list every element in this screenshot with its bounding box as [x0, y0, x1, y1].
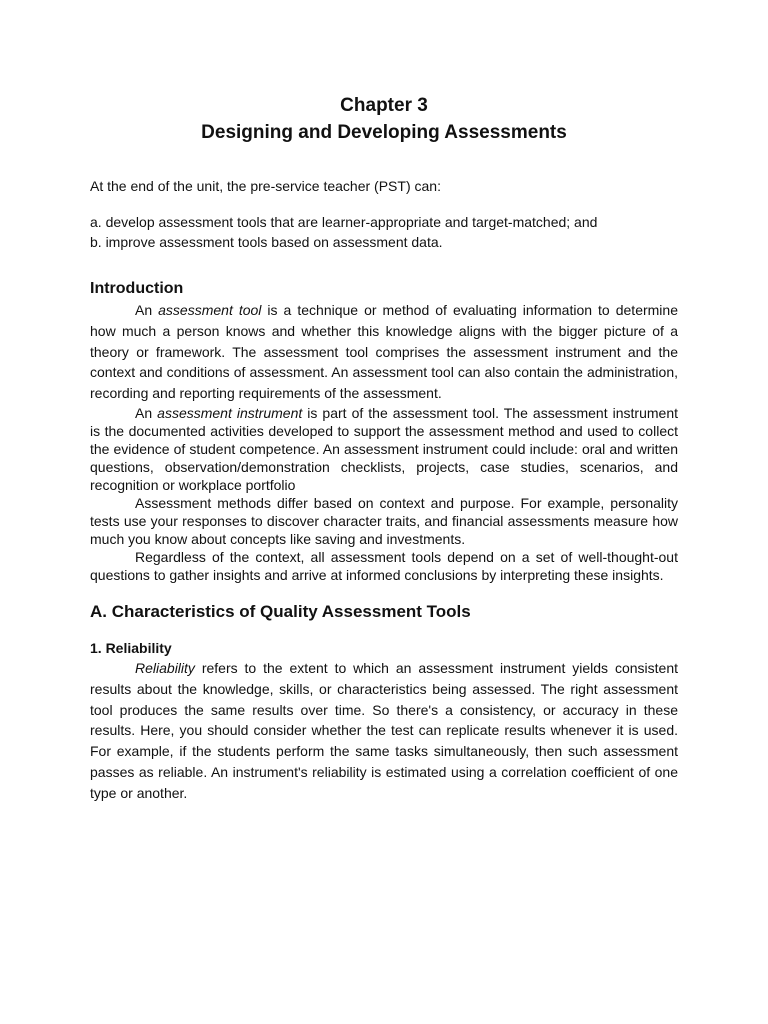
term-reliability: Reliability — [135, 659, 195, 676]
reliability-heading: 1. Reliability — [90, 639, 172, 656]
intro-paragraph-3: Assessment methods differ based on context and purpose. For example, personality tests use your responses to discover character traits, and financial assessments measure how much you know about concepts like saving and investments. — [90, 494, 678, 547]
reliability-rest: refers to the extent to which an assessment instrument yields consistent results about the knowledge, skills, or characteristics being assessed. The right assessment tool produces the same results over time. So there's a consistency, or accuracy in these results. Here, you should consider whether the test can replicate results whenever it is used. For example, if the students perform the same tasks simultaneously, then such assessment passes as reliable. An instrument's reliability is estimated using a correlation coefficient of one type or another. — [90, 659, 678, 801]
intro-p2-lead: An — [135, 404, 158, 421]
intro-paragraph-2 — [90, 404, 678, 494]
chapter-title — [90, 92, 678, 146]
chapter-number: Chapter 3 — [340, 95, 428, 116]
reliability-paragraph — [90, 658, 678, 804]
document-page — [90, 92, 678, 804]
section-a-heading: A. Characteristics of Quality Assessment Tools — [90, 601, 471, 621]
intro-p2-rest: is part of the assessment tool. The assessment instrument is the documented activities developed to support the assessment method and used to collect the evidence of student competence. An assessment instrument could include: oral and written questions, observation/demonstration checklists, projects, case studies, scenarios, and recognition or workplace portfolio — [90, 404, 678, 493]
intro-p1-lead: An — [135, 302, 159, 318]
introduction-heading: Introduction — [90, 280, 184, 297]
intro-paragraph-1 — [90, 300, 678, 404]
objective-item: a. develop assessment tools that are learner-appropriate and target-matched; and — [90, 214, 598, 230]
intro-p1-rest: is a technique or method of evaluating information to determine how much a person knows and whether this knowledge aligns with the bigger picture of a theory or framework. The assessment tool comprises the assessment instrument and the context and conditions of assessment. An assessment tool can also contain the administration, recording and reporting requirements of the assessment. — [90, 302, 678, 402]
term-assessment-instrument: assessment instrument — [157, 404, 303, 421]
term-assessment-tool: assessment tool — [158, 302, 262, 318]
objectives-list — [90, 212, 678, 252]
objectives-intro: At the end of the unit, the pre-service teacher (PST) can: — [90, 178, 441, 194]
chapter-name: Designing and Developing Assessments — [201, 122, 567, 143]
intro-paragraph-4: Regardless of the context, all assessment tools depend on a set of well-thought-out questions to gather insights and arrive at informed conclusions by interpreting these insights. — [90, 548, 678, 583]
objective-item: b. improve assessment tools based on assessment data. — [90, 234, 443, 250]
